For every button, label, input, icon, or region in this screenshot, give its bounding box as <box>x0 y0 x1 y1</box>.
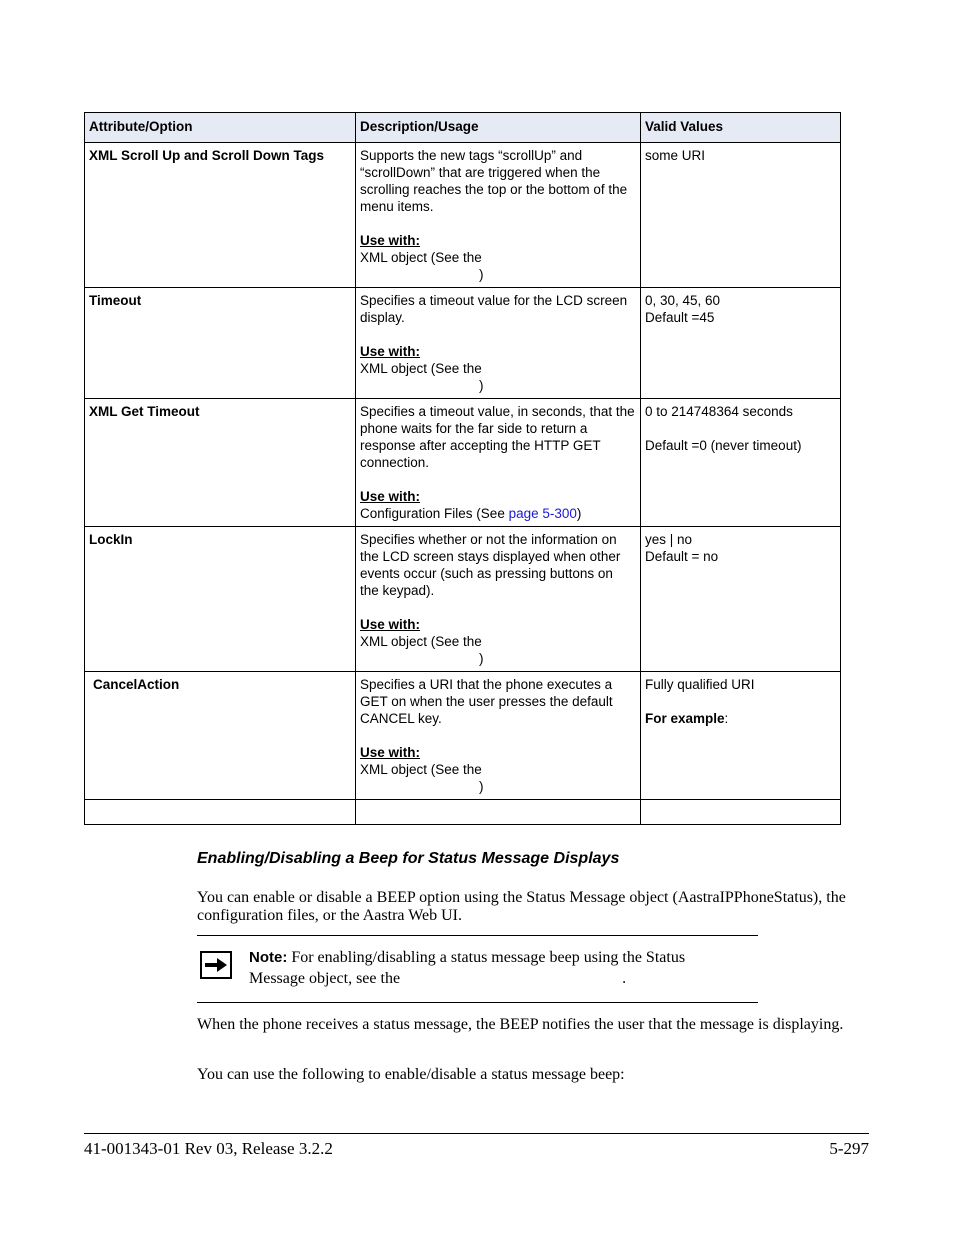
table-row <box>85 143 841 288</box>
options-paragraph: You can use the following to enable/disable a status message beep: <box>197 1066 625 1083</box>
column-header-description: Description/Usage <box>356 113 641 143</box>
attribute-name: LockIn <box>85 527 356 672</box>
column-header-values: Valid Values <box>641 113 841 143</box>
page-number: 5-297 <box>829 1139 869 1158</box>
footer-doc-id: 41-001343-01 Rev 03, Release 3.2.2 <box>84 1139 333 1158</box>
section-heading: Enabling/Disabling a Beep for Status Message Displays <box>197 850 620 867</box>
use-with-close: ) <box>479 267 484 282</box>
description-cell <box>356 143 641 288</box>
attribute-name: XML Get Timeout <box>85 399 356 527</box>
note-line1: For enabling/disabling a status message beep using the Status <box>291 949 686 966</box>
values-line: yes | no <box>645 532 693 547</box>
values-cell <box>641 527 841 672</box>
values-line: Default = no <box>645 549 719 564</box>
use-with-label: Use with: <box>360 344 421 359</box>
table-row <box>85 288 841 399</box>
note-bottom-rule <box>197 1002 758 1003</box>
description-text: Specifies whether or not the information on the LCD screen stays displayed when other events occur (such as pressing buttons on the keypad). <box>360 532 621 598</box>
values-cell <box>641 143 841 288</box>
use-with-text: Configuration Files (See <box>360 506 509 521</box>
attribute-table <box>84 112 841 825</box>
note-line2: Message object, see the <box>249 970 401 987</box>
values-line: Default =0 (never timeout) <box>645 438 802 453</box>
values-example-suffix: : <box>724 711 729 726</box>
description-text: Specifies a timeout value, in seconds, that the phone waits for the far side to return a response after accepting the HTTP GET connection. <box>360 404 635 470</box>
use-with-text: XML object (See the <box>360 361 482 376</box>
use-with-text: XML object (See the <box>360 250 482 265</box>
footer-rule <box>84 1133 869 1134</box>
attribute-name: CancelAction <box>85 672 356 800</box>
intro-paragraph: You can enable or disable a BEEP option using the Status Message object (AastraIPPhoneStatus), the configuration files, or the Aastra Web UI. <box>197 889 846 924</box>
description-text: Supports the new tags “scrollUp” and “scrollDown” that are triggered when the scrolling reaches the top or the bottom of the menu items. <box>360 148 628 214</box>
description-cell <box>356 527 641 672</box>
values-line: 0 to 214748364 seconds <box>645 404 793 419</box>
status-paragraph: When the phone receives a status message, the BEEP notifies the user that the message is displaying. <box>197 1016 844 1033</box>
table-row <box>85 672 841 800</box>
use-with-close: ) <box>479 378 484 393</box>
values-example-label: For example <box>645 711 725 726</box>
empty-cell <box>641 800 841 825</box>
values-line: Fully qualified URI <box>645 677 755 692</box>
use-with-close: ) <box>479 779 484 794</box>
table-row <box>85 399 841 527</box>
use-with-text: XML object (See the <box>360 762 482 777</box>
empty-cell <box>85 800 356 825</box>
values-cell <box>641 399 841 527</box>
column-header-attribute: Attribute/Option <box>85 113 356 143</box>
table-row-empty <box>85 800 841 825</box>
values-cell <box>641 672 841 800</box>
use-with-label: Use with: <box>360 745 421 760</box>
description-text: Specifies a URI that the phone executes a GET on when the user presses the default CANCEL key. <box>360 677 613 726</box>
table-row <box>85 527 841 672</box>
use-with-label: Use with: <box>360 489 421 504</box>
arrow-right-icon <box>200 951 232 979</box>
use-with-label: Use with: <box>360 617 421 632</box>
attribute-name: Timeout <box>85 288 356 399</box>
values-line: some URI <box>645 148 706 163</box>
attribute-name: XML Scroll Up and Scroll Down Tags <box>85 143 356 288</box>
description-cell <box>356 288 641 399</box>
note-text <box>249 947 749 989</box>
values-cell <box>641 288 841 399</box>
description-cell <box>356 672 641 800</box>
description-text: Specifies a timeout value for the LCD screen display. <box>360 293 628 325</box>
use-with-close: ) <box>479 651 484 666</box>
note-end: . <box>622 970 627 987</box>
values-line: 0, 30, 45, 60 <box>645 293 721 308</box>
note-label: Note: <box>249 949 288 966</box>
use-with-text: XML object (See the <box>360 634 482 649</box>
note-top-rule <box>197 935 758 936</box>
use-with-label: Use with: <box>360 233 421 248</box>
page-link[interactable]: page 5-300 <box>508 506 577 521</box>
table-header-row <box>85 113 841 143</box>
use-with-close: ) <box>576 506 582 521</box>
description-cell <box>356 399 641 527</box>
empty-cell <box>356 800 641 825</box>
values-line: Default =45 <box>645 310 715 325</box>
